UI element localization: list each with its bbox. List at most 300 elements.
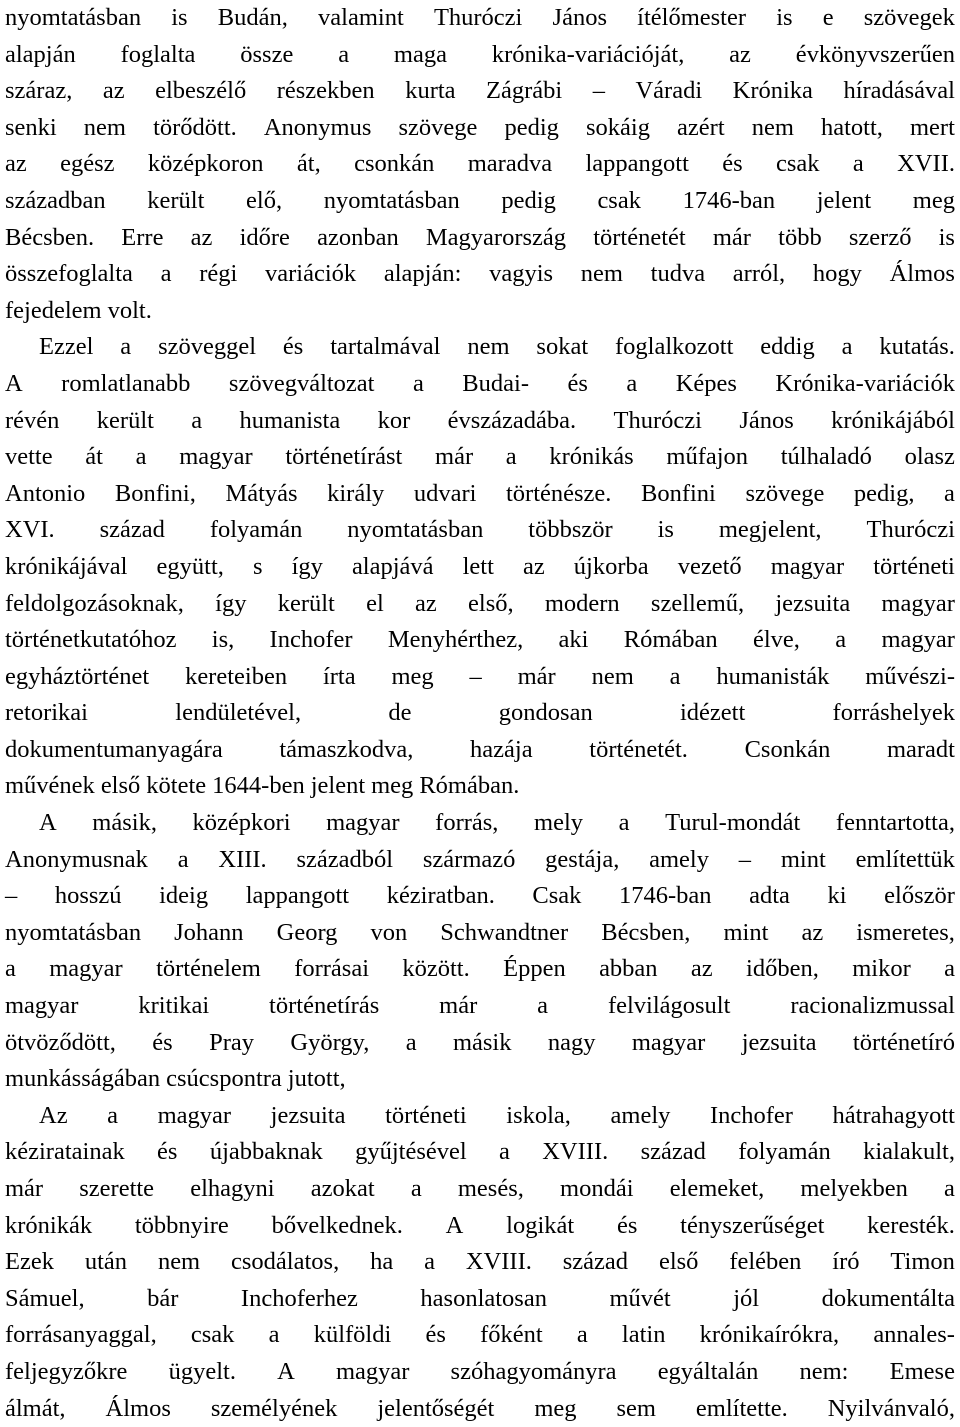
word: magyar: [157, 1101, 232, 1129]
word: kurta: [405, 77, 456, 105]
word: Álmos: [105, 1394, 171, 1422]
word: kutatás.: [879, 333, 955, 361]
word: szövegek: [863, 4, 955, 31]
word: egész: [60, 150, 115, 178]
word: művészi-: [865, 662, 955, 690]
word: Váradi: [635, 77, 703, 105]
word: volt.: [107, 296, 152, 324]
word: Nyilvánvaló,: [827, 1394, 955, 1422]
word: és: [152, 1028, 173, 1056]
word: a: [852, 150, 864, 178]
word: logikát: [506, 1211, 575, 1239]
word: mely: [534, 809, 584, 837]
word: csodálatos,: [231, 1248, 340, 1276]
word: György,: [290, 1028, 370, 1056]
word: egyáltalán: [657, 1357, 759, 1385]
text-line: [5, 1171, 955, 1208]
word: meg: [534, 1394, 577, 1422]
word: történeti: [385, 1101, 467, 1129]
word: származó: [422, 845, 516, 873]
word: az: [522, 552, 545, 580]
text-line: [5, 1244, 955, 1281]
word: humanisták: [716, 662, 830, 690]
word: külföldi: [313, 1321, 392, 1349]
word: tényszerűséget: [680, 1211, 825, 1239]
text-line: [5, 659, 955, 696]
text-line: [5, 951, 955, 988]
word: személyének: [210, 1394, 338, 1422]
word: alapján: [5, 40, 76, 68]
word: magyar: [326, 809, 400, 837]
text-line: [5, 1025, 955, 1062]
word: sokat: [536, 333, 589, 361]
word: variációk: [264, 260, 357, 288]
word: elő,: [246, 186, 283, 214]
text-line: [5, 1098, 955, 1135]
word: 1746-ban: [682, 186, 776, 214]
text-line: [5, 1061, 955, 1098]
word: a: [835, 626, 847, 654]
word: hatott,: [820, 113, 883, 141]
word: az: [729, 40, 751, 68]
word: forrásanyaggal,: [5, 1321, 157, 1349]
word: dokumentálta: [821, 1284, 955, 1312]
word: nem: [83, 113, 126, 141]
word: Bécsben,: [601, 918, 691, 946]
word: szóhagyományra: [450, 1357, 617, 1385]
word: mint: [723, 918, 769, 946]
word: olasz: [904, 443, 955, 471]
text-line: [5, 183, 955, 220]
word: nem: [751, 113, 794, 141]
word: században: [5, 186, 106, 214]
word: A: [277, 1357, 295, 1385]
word: meg: [371, 772, 414, 800]
word: munkásságában: [5, 1065, 161, 1093]
word: Johann: [174, 918, 244, 946]
word: A: [445, 1211, 464, 1239]
word: nem: [157, 1248, 201, 1276]
word: évszázadába.: [447, 406, 577, 434]
word: ügyelt.: [168, 1357, 236, 1385]
word: hosszú: [54, 882, 122, 910]
word: túlhaladó: [780, 443, 872, 471]
word: álmát,: [5, 1394, 66, 1422]
word: a: [841, 333, 853, 361]
word: már: [5, 1175, 44, 1202]
word: iskola,: [506, 1101, 571, 1129]
word: jezsuita: [270, 1101, 346, 1129]
word: csak: [190, 1321, 235, 1349]
word: amely: [610, 1101, 671, 1129]
word: meg: [391, 662, 434, 690]
word: nyomtatásban: [5, 4, 142, 31]
word: krónikás: [549, 443, 634, 471]
word: és: [282, 333, 304, 361]
word: e: [822, 4, 834, 31]
word: kialakult,: [863, 1138, 955, 1166]
word: is: [776, 4, 793, 31]
word: középkoron: [147, 150, 264, 178]
text-line: [5, 842, 955, 879]
word: magyar: [335, 1357, 410, 1385]
word: többnyire: [134, 1211, 229, 1239]
text-line: [5, 878, 955, 915]
word: kereteiben: [185, 662, 288, 690]
word: szövegváltozat: [228, 369, 375, 397]
word: nyomtatásban: [323, 186, 460, 214]
word: történetíró: [852, 1028, 955, 1056]
word: át: [85, 443, 103, 471]
word: annales-: [873, 1321, 955, 1349]
word: már: [517, 662, 556, 690]
word: gondosan: [498, 699, 593, 727]
word: fejedelem: [5, 296, 102, 324]
word: adta: [749, 882, 790, 910]
word: a: [177, 845, 189, 873]
word: maga: [393, 40, 447, 68]
word: történetkutatóhoz: [5, 626, 177, 654]
word: János: [739, 406, 794, 434]
word: elbeszélő: [155, 77, 247, 105]
word: műfajon: [666, 443, 749, 471]
word: Thuróczi: [613, 406, 702, 434]
word: ötvöződött,: [5, 1028, 116, 1056]
word: és: [157, 1138, 178, 1166]
word: Ezek: [5, 1248, 54, 1276]
word: sokáig: [586, 113, 650, 141]
word: lett: [462, 552, 494, 580]
word: –: [592, 77, 605, 105]
word: a: [410, 1175, 422, 1202]
word: XIII.: [218, 845, 267, 873]
word: latin: [621, 1321, 666, 1349]
word: és: [616, 1211, 638, 1239]
word: hasonlatosan: [420, 1284, 547, 1312]
word: történetét: [593, 223, 686, 251]
word: elemeket,: [669, 1175, 765, 1202]
word: az: [190, 223, 213, 251]
word: ha: [370, 1248, 394, 1276]
word: fenntartotta,: [835, 809, 955, 837]
word: Budai-: [462, 369, 529, 397]
word: a: [618, 809, 630, 837]
word: bővelkednek.: [271, 1211, 403, 1239]
word: János: [552, 4, 607, 31]
word: hátrahagyott: [832, 1101, 955, 1129]
word: a: [338, 40, 350, 68]
word: szerette: [79, 1175, 155, 1202]
word: modern: [544, 589, 620, 617]
word: között.: [402, 955, 470, 983]
word: szerző: [848, 223, 912, 251]
word: történetírás: [269, 992, 380, 1020]
word: a: [944, 1175, 955, 1202]
word: udvari: [413, 479, 477, 507]
word: már: [439, 992, 478, 1020]
text-line: [5, 439, 955, 476]
word: krónikák: [5, 1211, 93, 1239]
word: gestája,: [545, 845, 620, 873]
word: törődött.: [153, 113, 237, 141]
word: a: [107, 1101, 119, 1129]
word: is: [171, 4, 188, 31]
word: mesés,: [457, 1175, 524, 1202]
word: magyar: [770, 552, 845, 580]
word: a: [499, 1138, 510, 1166]
word: csak: [597, 186, 641, 214]
word: Éppen: [503, 955, 566, 983]
word: nyomtatásban: [5, 918, 142, 946]
word: A: [5, 369, 23, 397]
word: Bonfini,: [114, 479, 196, 507]
word: felében: [729, 1248, 802, 1276]
word: szellemű,: [650, 589, 745, 617]
word: Pray: [209, 1028, 255, 1056]
word: történésze.: [506, 479, 612, 507]
text-line: [5, 805, 955, 842]
word: eddig: [760, 333, 815, 361]
word: krónikájából: [831, 406, 955, 434]
word: bár: [147, 1284, 179, 1312]
word: senki: [5, 113, 57, 141]
word: mint: [780, 845, 826, 873]
word: ideig: [159, 882, 209, 910]
word: az: [5, 150, 27, 178]
word: krónika-variációját,: [491, 40, 685, 68]
text-line: [5, 476, 955, 513]
word: mikor: [852, 955, 911, 983]
word: szövege: [398, 113, 478, 141]
text-line: [5, 622, 955, 659]
word: nagy: [547, 1028, 596, 1056]
word: csonkán: [354, 150, 435, 178]
word: össze: [240, 40, 294, 68]
word: elhagyni: [190, 1175, 275, 1202]
word: de: [388, 699, 412, 727]
word: nem: [591, 662, 634, 690]
word: említettük: [855, 845, 955, 873]
word: a: [5, 955, 16, 983]
word: Thuróczi: [866, 516, 955, 544]
word: jutott,: [287, 1065, 346, 1093]
word: forrás,: [435, 809, 499, 837]
text-line: [5, 73, 955, 110]
word: Inchoferhez: [240, 1284, 358, 1312]
word: von: [370, 918, 408, 946]
word: írta: [322, 662, 356, 690]
word: Sámuel,: [5, 1284, 85, 1312]
text-line: [5, 293, 955, 330]
word: főként: [480, 1321, 543, 1349]
word: élve,: [753, 626, 800, 654]
word: feldolgozásoknak,: [5, 589, 184, 617]
word: azonban: [317, 223, 399, 251]
word: nem: [580, 260, 623, 288]
word: nyomtatásban: [347, 516, 484, 544]
word: a: [405, 1028, 417, 1056]
word: krónikájával: [5, 552, 128, 580]
word: Anonymus: [263, 113, 372, 141]
word: pedig,: [853, 479, 915, 507]
word: részekben: [276, 77, 375, 105]
word: csak: [776, 150, 820, 178]
word: retorikai: [5, 699, 88, 727]
word: időre: [239, 223, 290, 251]
word: század: [640, 1138, 706, 1166]
word: szövege: [745, 479, 825, 507]
word: került: [277, 589, 335, 617]
word: került: [147, 186, 205, 214]
word: XVIII.: [542, 1138, 609, 1166]
text-line: [5, 329, 955, 366]
word: többször: [528, 516, 613, 544]
word: Az: [39, 1101, 68, 1129]
word: –: [469, 662, 482, 690]
word: évkönyvszerűen: [795, 40, 955, 68]
word: lappangott: [585, 150, 689, 178]
word: művének: [5, 772, 95, 800]
text-line: [5, 146, 955, 183]
word: forrásai: [294, 955, 370, 983]
word: történetét.: [589, 735, 688, 763]
word: vagyis: [489, 260, 554, 288]
word: került: [96, 406, 154, 434]
word: kéziratban.: [386, 882, 495, 910]
word: magyar: [631, 1028, 706, 1056]
word: említette.: [695, 1394, 788, 1422]
word: Ezzel: [39, 333, 94, 361]
word: Zágrábi: [486, 77, 563, 105]
word: a: [424, 1248, 435, 1276]
text-line: [5, 1134, 955, 1171]
word: is: [938, 223, 955, 251]
word: az: [690, 955, 713, 983]
word: a: [268, 1321, 280, 1349]
text-line: [5, 366, 955, 403]
word: alapján:: [383, 260, 462, 288]
word: író: [832, 1248, 860, 1276]
word: a: [669, 662, 681, 690]
word: humanista: [239, 406, 341, 434]
word: kéziratainak: [5, 1138, 125, 1166]
word: Emese: [889, 1357, 955, 1385]
word: foglalta: [120, 40, 196, 68]
word: folyamán: [209, 516, 303, 544]
word: nem:: [799, 1357, 849, 1385]
text-line: [5, 586, 955, 623]
word: egyháztörténet: [5, 662, 150, 690]
word: magyar: [5, 992, 79, 1020]
text-line: [5, 915, 955, 952]
word: Turul-mondát: [665, 809, 801, 837]
word: abban: [599, 955, 658, 983]
word: így: [215, 589, 247, 617]
word: a: [576, 1321, 588, 1349]
word: több: [778, 223, 822, 251]
text-line: [5, 0, 955, 37]
word: a: [120, 333, 132, 361]
word: A: [39, 809, 57, 837]
word: kritikai: [138, 992, 210, 1020]
word: Erre: [121, 223, 164, 251]
word: amely: [649, 845, 709, 873]
word: lappangott: [245, 882, 350, 910]
word: Timon: [890, 1248, 955, 1276]
word: XVI.: [5, 516, 55, 544]
text-line: [5, 768, 955, 805]
word: krónikaírókra,: [699, 1321, 840, 1349]
text-line: [5, 37, 955, 74]
word: Mátyás: [225, 479, 298, 507]
word: hazája: [470, 735, 533, 763]
word: az: [102, 77, 125, 105]
word: az: [415, 589, 437, 617]
text-line: [5, 1354, 955, 1391]
word: alapjává: [351, 552, 434, 580]
word: –: [5, 882, 18, 910]
word: pedig: [504, 113, 559, 141]
word: lendületével,: [175, 699, 302, 727]
word: támaszkodva,: [279, 735, 414, 763]
word: azért: [677, 113, 725, 141]
word: Inchofer: [269, 626, 353, 654]
word: a: [191, 406, 203, 434]
word: középkori: [192, 809, 291, 837]
word: meg: [912, 186, 955, 214]
word: megjelent,: [718, 516, 822, 544]
word: Thuróczi: [433, 4, 523, 31]
word: már: [435, 443, 474, 471]
word: régi: [199, 260, 238, 288]
word: vette: [5, 443, 53, 471]
word: pedig: [501, 186, 556, 214]
word: is: [657, 516, 674, 544]
word: a: [626, 369, 638, 397]
word: ítélőmester: [637, 4, 747, 31]
word: melyekben: [800, 1175, 908, 1202]
word: magyar: [881, 626, 955, 654]
word: a: [412, 369, 424, 397]
word: után: [84, 1248, 128, 1276]
word: első,: [468, 589, 514, 617]
word: összefoglalta: [5, 260, 133, 288]
word: hogy: [812, 260, 862, 288]
word: első: [658, 1248, 699, 1276]
word: Bonfini: [641, 479, 716, 507]
word: a: [505, 443, 517, 471]
word: –: [738, 845, 752, 873]
text-line: [5, 1281, 955, 1318]
word: s: [252, 552, 263, 580]
word: folyamán: [738, 1138, 831, 1166]
word: vezető: [677, 552, 742, 580]
word: kor: [377, 406, 411, 434]
word: jelent: [310, 772, 366, 800]
text-line: [5, 732, 955, 769]
word: híradásával: [843, 77, 955, 105]
word: újkorba: [573, 552, 649, 580]
word: a: [160, 260, 172, 288]
word: szöveggel: [158, 333, 257, 361]
word: jelentőségét: [377, 1394, 495, 1422]
word: Inchofer: [709, 1101, 793, 1129]
word: felvilágosult: [607, 992, 731, 1020]
text-line: [5, 403, 955, 440]
word: magyar: [49, 955, 123, 983]
word: ismeretes,: [856, 918, 955, 946]
word: Budán,: [217, 4, 288, 31]
